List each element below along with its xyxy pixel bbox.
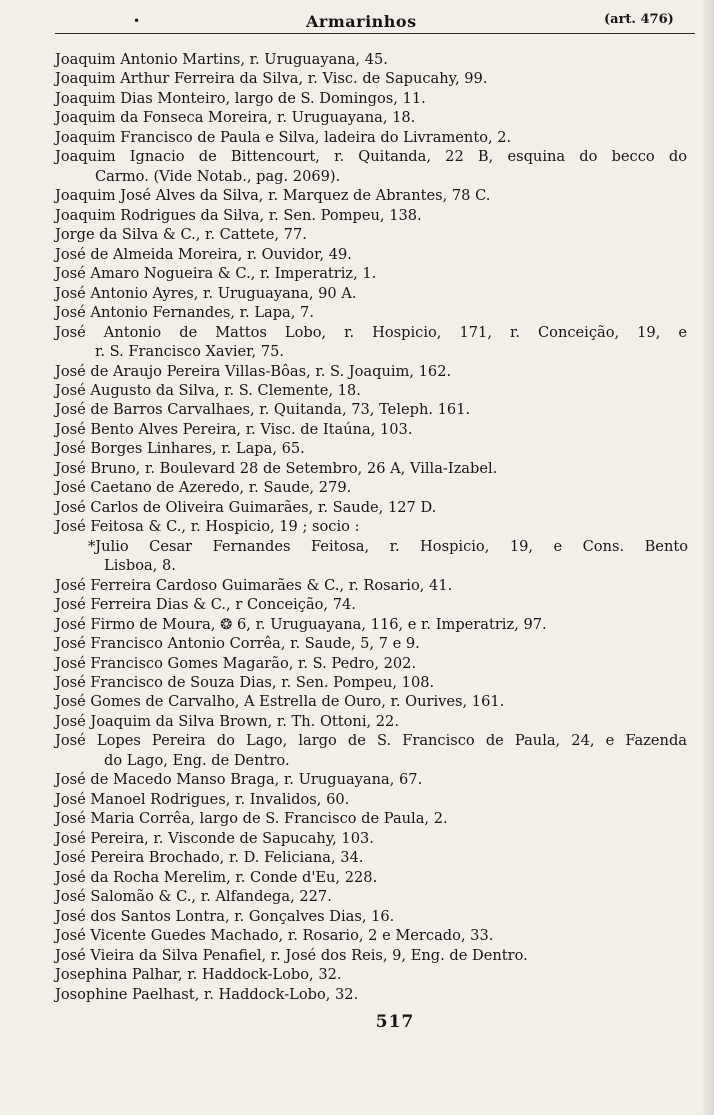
section-title: Armarinhos [306,12,417,31]
directory-entry: José de Macedo Manso Braga, r. Uruguayana, 67. [55,771,423,789]
directory-entry: José dos Santos Lontra, r. Gonçalves Dias, 16. [55,907,395,925]
directory-entry: José Vicente Guedes Machado, r. Rosario, 2 e Mercado, 33. [55,927,494,945]
directory-entry: José Antonio Ayres, r. Uruguayana, 90 A. [55,284,357,302]
directory-entry: José Joaquim da Silva Brown, r. Th. Ottoni, 22. [55,712,399,730]
directory-entry: José Salomão & C., r. Alfandega, 227. [55,888,332,906]
directory-entry: José Antonio Fernandes, r. Lapa, 7. [55,304,314,322]
directory-entry: José Firmo de Moura, ❂ 6, r. Uruguayana, 116, e r. Imperatriz, 97. [55,615,547,633]
directory-entry: Jorge da Silva & C., r. Cattete, 77. [55,226,307,244]
directory-entry: José de Barros Carvalhaes, r. Quitanda, 73, Teleph. 161. [55,401,471,419]
directory-entry: Joaquim José Alves da Silva, r. Marquez de Abrantes, 78 C. [55,187,491,205]
directory-entry: Josephina Palhar, r. Haddock-Lobo, 32. [55,966,342,984]
entry-continuation-line: do Lago, Eng. de Dentro. [104,751,290,769]
directory-entry: Joaquim Antonio Martins, r. Uruguayana, 45. [55,51,388,68]
header-bullet: • [133,14,141,28]
directory-entry: José Amaro Nogueira & C., r. Imperatriz, 1. [55,265,377,283]
directory-entry: Joaquim da Fonseca Moreira, r. Uruguayana, 18. [55,109,416,127]
entry-continuation-line: r. S. Francisco Xavier, 75. [95,343,285,361]
directory-entry: José Bruno, r. Boulevard 28 de Setembro, 26 A, Villa-Izabel. [55,459,498,477]
directory-entry: José Ferreira Dias & C., r Conceição, 74. [55,596,356,614]
directory-entry: José de Almeida Moreira, r. Ouvidor, 49. [55,245,352,263]
directory-entry: José de Araujo Pereira Villas-Bôas, r. S. Joaquim, 162. [55,362,452,380]
directory-entry: José Francisco Antonio Corrêa, r. Saude, 5, 7 e 9. [55,635,420,653]
directory-entry: Joaquim Rodrigues da Silva, r. Sen. Pompeu, 138. [55,206,422,224]
directory-entry: Josophine Paelhast, r. Haddock-Lobo, 32. [55,985,359,1003]
directory-entry: José Manoel Rodrigues, r. Invalidos, 60. [55,790,350,808]
directory-entry: José Francisco Gomes Magarão, r. S. Pedro, 202. [55,654,417,672]
directory-entry: José Feitosa & C., r. Hospicio, 19 ; socio : [55,518,360,536]
directory-entry: José Carlos de Oliveira Guimarães, r. Saude, 127 D. [55,498,437,516]
page-header [0,6,714,34]
directory-entry: José Caetano de Azeredo, r. Saude, 279. [55,479,352,497]
directory-entry: Joaquim Dias Monteiro, largo de S. Domingos, 11. [55,89,426,107]
directory-entry: José da Rocha Merelim, r. Conde d'Eu, 228. [55,868,378,886]
directory-entry: Joaquim Ignacio de Bittencourt, r. Quitanda, 22 B, esquina do becco do [55,148,687,166]
entry-partner-line: *Julio Cesar Fernandes Feitosa, r. Hospicio, 19, e Cons. Bento [88,537,688,555]
directory-entry: José Augusto da Silva, r. S. Clemente, 18. [55,381,361,399]
directory-entry: José Ferreira Cardoso Guimarães & C., r. Rosario, 41. [55,576,453,594]
directory-entry: Joaquim Francisco de Paula e Silva, ladeira do Livramento, 2. [55,128,512,146]
directory-entry: José Pereira, r. Visconde de Sapucahy, 103. [55,829,374,847]
directory-entry: José Borges Linhares, r. Lapa, 65. [55,440,305,458]
entry-continuation-line: Lisboa, 8. [104,557,176,575]
header-rule [55,33,695,34]
page-number: 517 [375,1012,415,1032]
directory-entry: José Francisco de Souza Dias, r. Sen. Pompeu, 108. [55,674,435,691]
directory-entry: Joaquim Arthur Ferreira da Silva, r. Visc. de Sapucahy, 99. [55,70,488,88]
directory-entry: José Lopes Pereira do Lago, largo de S. Francisco de Paula, 24, e Fazenda [55,732,687,750]
page-edge-shadow [700,0,714,1115]
directory-entry: José Vieira da Silva Penafiel, r. José dos Reis, 9, Eng. de Dentro. [55,946,528,964]
entry-continuation-line: Carmo. (Vide Notab., pag. 2069). [95,167,341,185]
directory-entry: José Pereira Brochado, r. D. Feliciana, 34. [55,849,364,867]
directory-entry: José Bento Alves Pereira, r. Visc. de Itaúna, 103. [55,420,413,438]
directory-listing [0,50,714,1004]
directory-entry: José Maria Corrêa, largo de S. Francisco de Paula, 2. [55,810,448,828]
directory-entry: José Antonio de Mattos Lobo, r. Hospicio, 171, r. Conceição, 19, e [55,323,687,341]
section-reference: (art. 476) [604,12,674,27]
directory-entry: José Gomes de Carvalho, A Estrella de Ouro, r. Ourives, 161. [55,693,505,711]
